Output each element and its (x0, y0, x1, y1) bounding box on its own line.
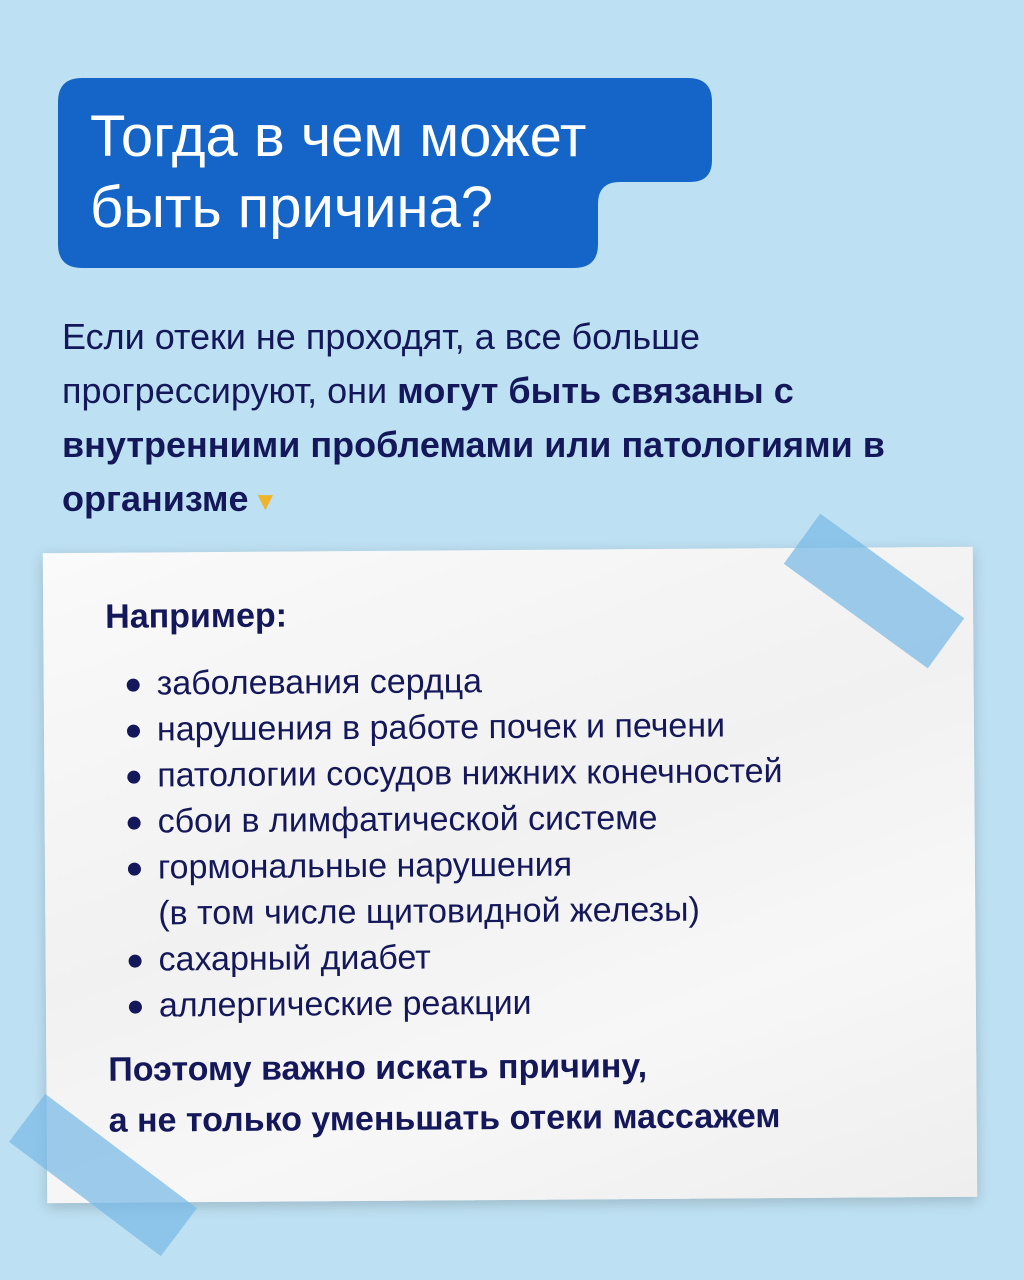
conclusion-text (108, 1040, 780, 1147)
card-heading: Например: (105, 596, 288, 636)
list-item (119, 794, 783, 845)
bullet-icon (128, 863, 141, 876)
causes-list (118, 656, 784, 1029)
list-item (120, 840, 784, 937)
bullet-icon (127, 679, 140, 692)
conclusion-bold-text: Поэтому важно искать причину, а не только уменьшать отеки массажем (108, 1047, 781, 1140)
bullet-icon (127, 771, 140, 784)
bullet-icon (129, 1001, 142, 1014)
bullet-icon (129, 955, 142, 968)
bullet-icon (127, 725, 140, 738)
list-item-text: заболевания сердца (156, 662, 483, 703)
title-bubble (58, 78, 712, 268)
list-item-text: аллергические реакции (158, 983, 532, 1025)
intro-regular-text: Если отеки не проходят, а все больше прогрессируют, они (62, 316, 701, 411)
pointing-down-hand-icon: ▼ (252, 485, 279, 516)
title-line-1: Тогда в чем может (90, 104, 587, 169)
list-item-text: сахарный диабет (158, 938, 431, 979)
list-item-text: патологии сосудов нижних конечностей (157, 752, 783, 795)
bullet-icon (128, 817, 141, 830)
note-card (43, 547, 978, 1203)
intro-bold-text: могут быть связаны с внутренними проблемами или патологиями в организме (62, 370, 885, 519)
intro-paragraph (62, 310, 962, 526)
list-item (120, 932, 784, 983)
list-item-text: сбои в лимфатической системе (157, 798, 658, 841)
list-item-text: гормональные нарушения (в том числе щитовидной железы) (157, 845, 700, 933)
list-item-text: нарушения в работе почек и печени (156, 706, 726, 749)
list-item (121, 978, 785, 1029)
list-item (119, 748, 783, 799)
page-title (90, 102, 586, 244)
title-line-2: быть причина? (90, 174, 494, 240)
list-item (119, 702, 783, 753)
list-item (118, 656, 782, 707)
